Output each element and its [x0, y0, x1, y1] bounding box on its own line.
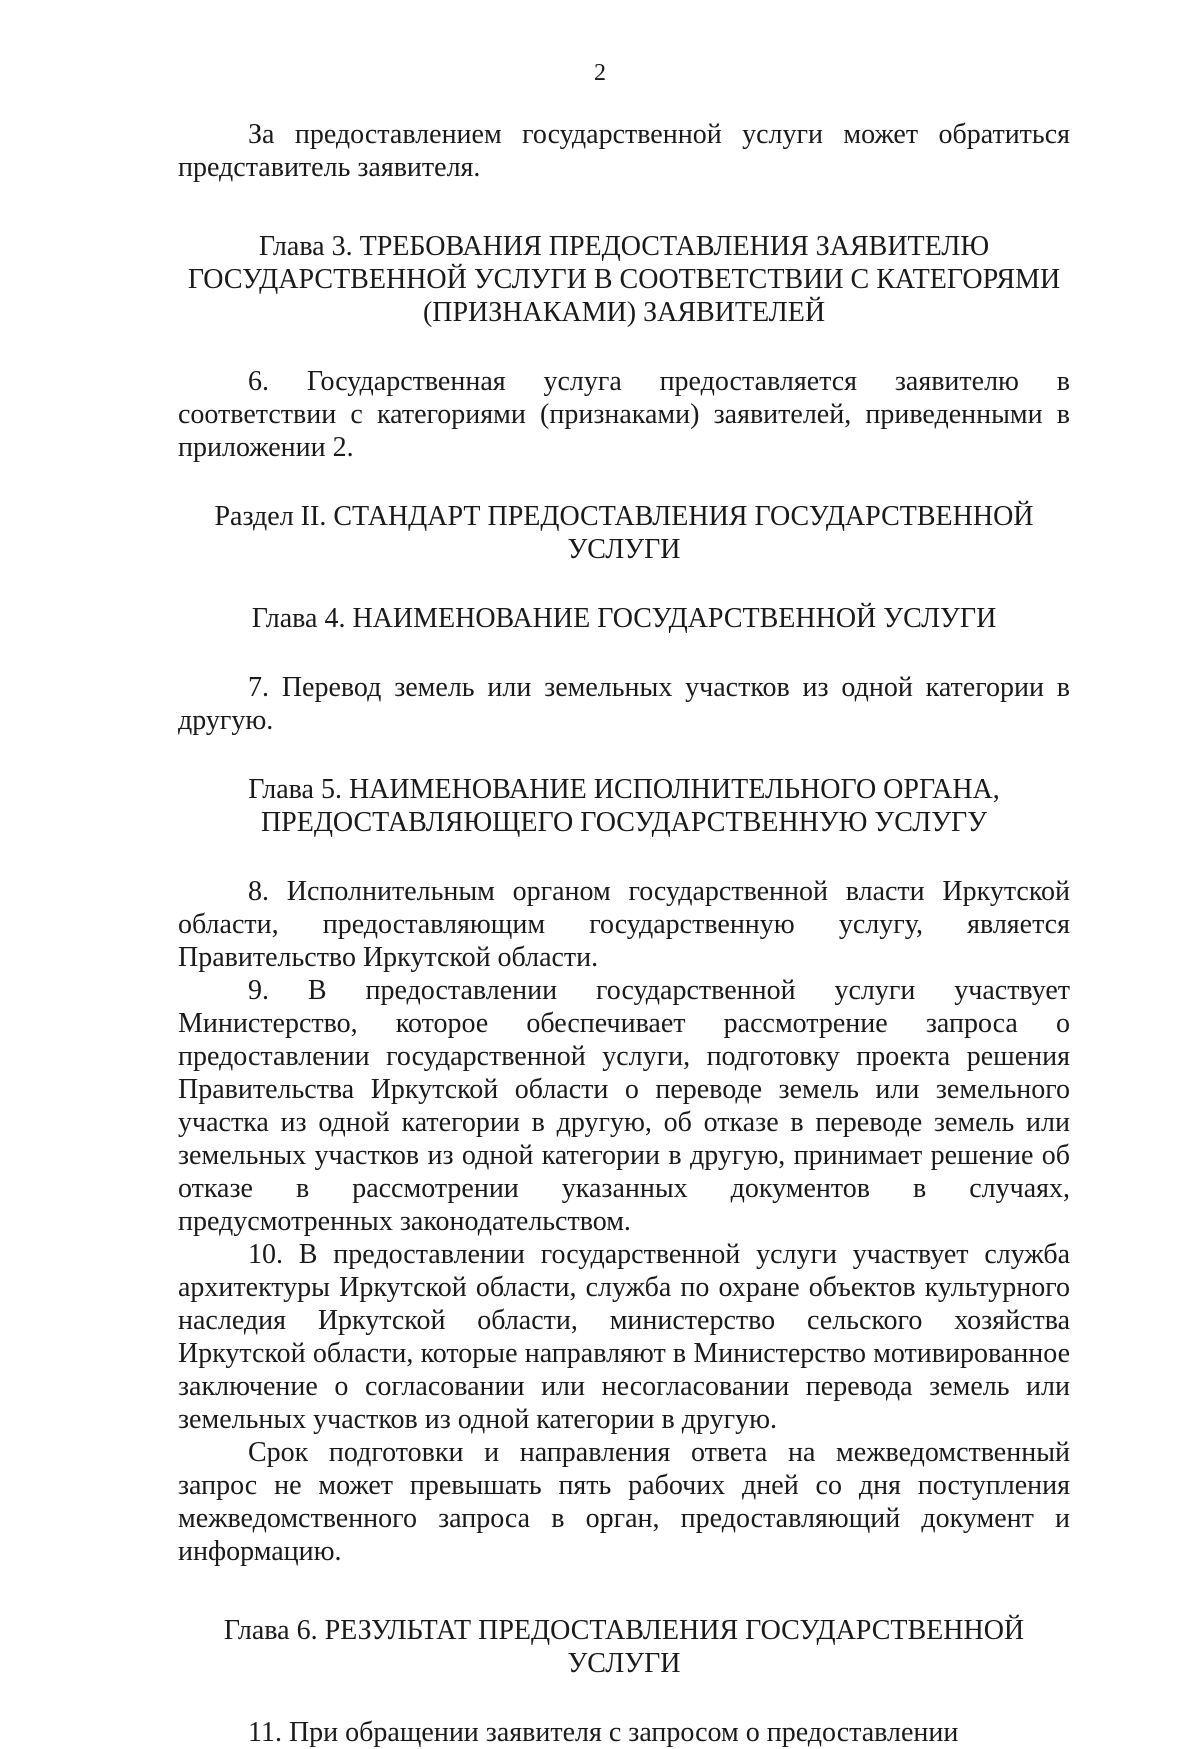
- paragraph-deadline: Срок подготовки и направления ответа на межведомственный запрос не может превышать пять рабочих дней со дня поступления межведомственного запроса в орган, предоставляющий документ и информацию.: [178, 1437, 1070, 1567]
- chapter-6-heading: [178, 1614, 1070, 1680]
- section-2-heading-line-2: УСЛУГИ: [567, 534, 681, 565]
- chapter-5-heading-line-2: ПРЕДОСТАВЛЯЮЩЕГО ГОСУДАРСТВЕННУЮ УСЛУГУ: [260, 807, 988, 838]
- chapter-6-heading-line-1: Глава 6. РЕЗУЛЬТАТ ПРЕДОСТАВЛЕНИЯ ГОСУДАРСТВЕННОЙ: [223, 1615, 1025, 1646]
- chapter-3-heading-line-2: ГОСУДАРСТВЕННОЙ УСЛУГИ В СООТВЕТСТВИИ С КАТЕГОРЯМИ: [187, 264, 1061, 295]
- page-content: [178, 118, 1070, 1749]
- chapter-3-heading: [178, 230, 1070, 329]
- paragraph-8: 8. Исполнительным органом государственной власти Иркутской области, предоставляющим государственную услугу, является Правительство Иркутской области.: [178, 876, 1070, 973]
- paragraph-11: 11. При обращении заявителя с запросом о предоставлении: [248, 1717, 959, 1748]
- section-2-heading-line-1: Раздел II. СТАНДАРТ ПРЕДОСТАВЛЕНИЯ ГОСУДАРСТВЕННОЙ: [214, 501, 1034, 532]
- chapter-3-heading-line-1: Глава 3. ТРЕБОВАНИЯ ПРЕДОСТАВЛЕНИЯ ЗАЯВИТЕЛЮ: [258, 231, 990, 262]
- chapter-6-heading-line-2: УСЛУГИ: [567, 1648, 681, 1679]
- paragraph-6: 6. Государственная услуга предоставляется заявителю в соответствии с категориями (признаками) заявителей, приведенными в приложении 2.: [178, 366, 1070, 463]
- paragraph-9: 9. В предоставлении государственной услуги участвует Министерство, которое обеспечивает рассмотрение запроса о предоставлении государственной услуги, подготовку проекта решения Правительства Иркутской области о переводе земель или земельного участка из одной категории в другую, об отказе в переводе земель или земельных участков из одной категории в другую, принимает решение об отказе в рассмотрении указанных документов в случаях, предусмотренных законодательством.: [178, 975, 1070, 1237]
- chapter-4-heading: Глава 4. НАИМЕНОВАНИЕ ГОСУДАРСТВЕННОЙ УСЛУГИ: [251, 603, 997, 634]
- section-2-heading: [178, 500, 1070, 566]
- paragraph-10: 10. В предоставлении государственной услуги участвует служба архитектуры Иркутской области, служба по охране объектов культурного наследия Иркутской области, министерство сельского хозяйства Иркутской области, которые направляют в Министерство мотивированное заключение о согласовании или несогласовании перевода земель или земельных участков из одной категории в другую.: [178, 1239, 1070, 1435]
- chapter-5-heading-line-1: Глава 5. НАИМЕНОВАНИЕ ИСПОЛНИТЕЛЬНОГО ОРГАНА,: [248, 774, 1000, 805]
- paragraph-representative: За предоставлением государственной услуги может обратиться представитель заявителя.: [178, 119, 1070, 183]
- chapter-3-heading-line-3: (ПРИЗНАКАМИ) ЗАЯВИТЕЛЕЙ: [422, 297, 826, 328]
- chapter-5-heading: [178, 773, 1070, 839]
- paragraph-7: 7. Перевод земель или земельных участков из одной категории в другую.: [178, 672, 1070, 736]
- page-number: 2: [594, 60, 606, 86]
